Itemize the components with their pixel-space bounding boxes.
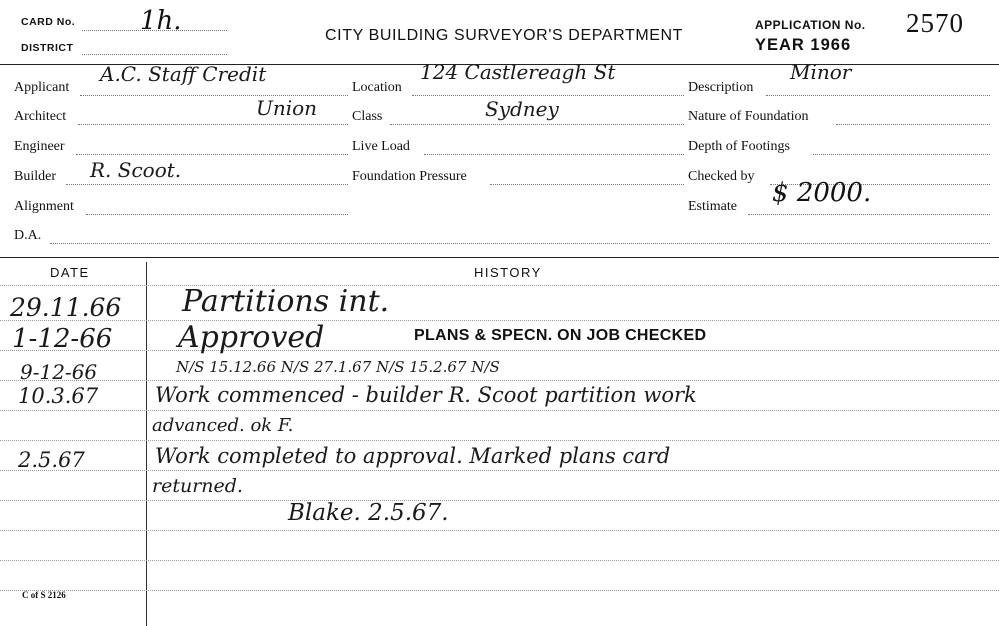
district-label: DISTRICT — [21, 42, 74, 54]
history-rule — [0, 500, 999, 501]
history-rule — [0, 410, 999, 411]
plans-checked-stamp: PLANS & SPECN. ON JOB CHECKED — [414, 327, 707, 344]
engineer-line — [76, 154, 348, 155]
estimate-value: $ 2000. — [772, 178, 872, 208]
history-date: 2.5.67 — [18, 448, 85, 472]
history-text: advanced. ok F. — [152, 415, 294, 436]
nature-of-foundation-line — [836, 124, 990, 125]
history-top-rule — [0, 257, 999, 258]
year-label: YEAR 1966 — [755, 36, 852, 54]
da-label: D.A. — [14, 228, 42, 243]
foundation-pressure-line — [490, 184, 684, 185]
applicant-value: A.C. Staff Credit — [100, 62, 267, 86]
history-rule — [0, 440, 999, 441]
description-line — [766, 95, 990, 96]
nature-of-foundation-label: Nature of Foundation — [688, 109, 809, 124]
estimate-line — [748, 214, 990, 215]
history-date: 9-12-66 — [20, 360, 98, 384]
depth-of-footings-label: Depth of Footings — [688, 139, 790, 154]
location-line — [412, 95, 684, 96]
class-value: Sydney — [485, 97, 559, 121]
history-rule — [0, 320, 999, 321]
application-no-label: APPLICATION No. — [755, 18, 866, 32]
foundation-pressure-label: Foundation Pressure — [352, 169, 467, 184]
date-column-header: DATE — [50, 265, 90, 280]
history-rule — [0, 560, 999, 561]
card-no-line — [82, 30, 227, 31]
architect-label: Architect — [14, 109, 67, 124]
alignment-line — [86, 214, 348, 215]
history-date: 10.3.67 — [18, 384, 99, 408]
history-text: Partitions int. — [182, 284, 390, 319]
history-text: Work completed to approval. Marked plans card — [155, 444, 671, 468]
builder-line — [66, 184, 348, 185]
department-title: CITY BUILDING SURVEYOR'S DEPARTMENT — [325, 27, 684, 44]
checked-by-label: Checked by — [688, 169, 755, 184]
architect-value: Union — [256, 96, 318, 120]
architect-line — [78, 124, 348, 125]
form-code: C of S 2126 — [22, 590, 66, 600]
application-number: 2570 — [906, 8, 964, 38]
estimate-label: Estimate — [688, 199, 737, 214]
history-rule — [0, 530, 999, 531]
class-line — [390, 124, 684, 125]
alignment-label: Alignment — [14, 199, 74, 214]
live-load-label: Live Load — [352, 139, 410, 154]
card-no-value: 1h. — [140, 6, 182, 36]
live-load-line — [424, 154, 684, 155]
history-text: N/S 15.12.66 N/S 27.1.67 N/S 15.2.67 N/S — [176, 358, 500, 376]
class-label: Class — [352, 109, 383, 124]
description-label: Description — [688, 80, 754, 95]
history-rule — [0, 350, 999, 351]
builder-label: Builder — [14, 169, 56, 184]
history-rule — [0, 590, 999, 591]
history-rule — [0, 380, 999, 381]
engineer-label: Engineer — [14, 139, 65, 154]
location-value: 124 Castlereagh St — [420, 60, 616, 84]
depth-of-footings-line — [813, 154, 990, 155]
description-value: Minor — [790, 60, 852, 84]
history-text: returned. — [152, 475, 243, 497]
history-text: Work commenced - builder R. Scoot partition work — [155, 383, 697, 407]
applicant-label: Applicant — [14, 80, 70, 95]
location-label: Location — [352, 80, 402, 95]
da-line — [50, 243, 990, 244]
builder-value: R. Scoot. — [90, 158, 182, 182]
history-signature: Blake. 2.5.67. — [288, 500, 449, 526]
history-date: 29.11.66 — [10, 293, 122, 322]
card-no-label: CARD No. — [21, 16, 76, 28]
date-column-divider — [146, 262, 147, 626]
history-column-header: HISTORY — [474, 265, 542, 280]
history-text: Approved — [178, 320, 325, 355]
district-line — [82, 54, 227, 55]
history-date: 1-12-66 — [12, 324, 113, 354]
history-rule — [0, 285, 999, 286]
history-rule — [0, 470, 999, 471]
